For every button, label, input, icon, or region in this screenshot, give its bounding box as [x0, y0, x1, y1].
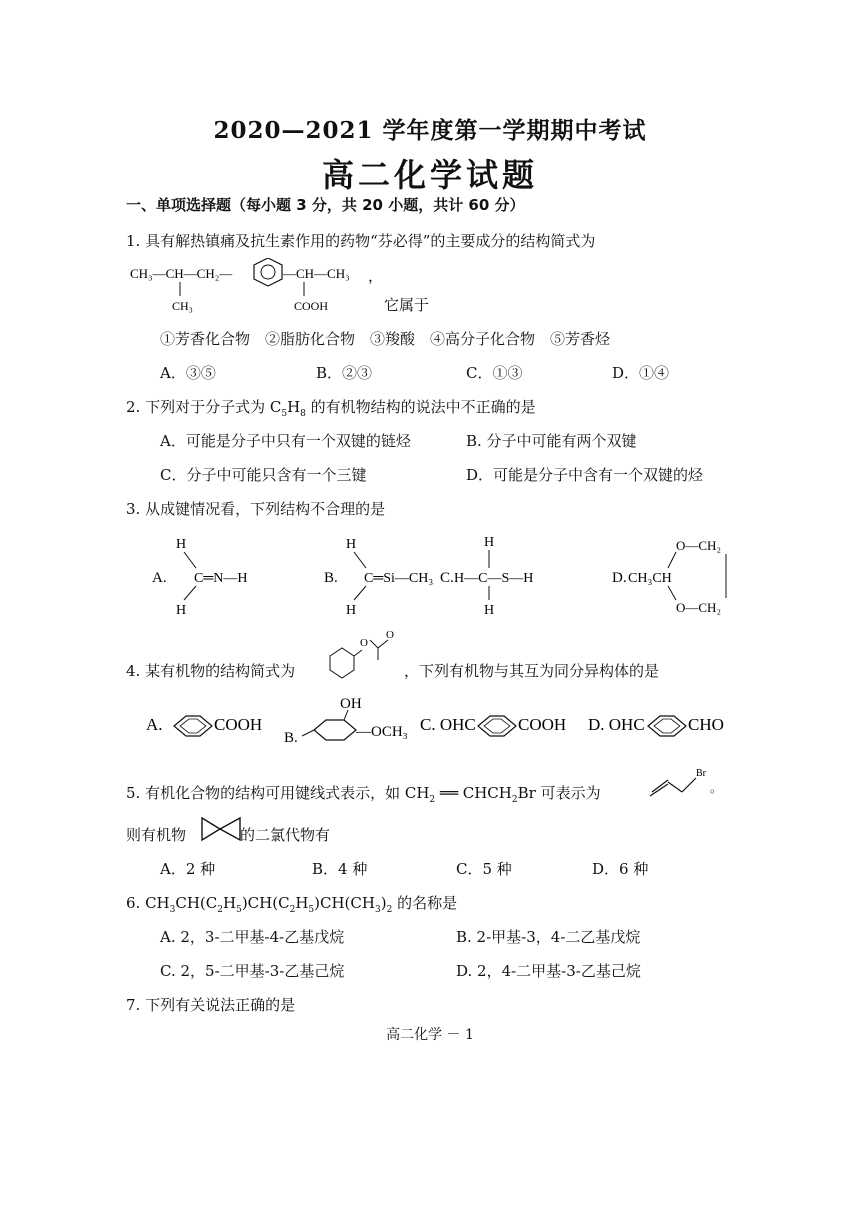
q6-option-a: A. 2，3-二甲基-4-乙基戊烷: [160, 928, 345, 946]
q4-ester-o: O: [360, 637, 368, 649]
q1-option-d: D．①④: [612, 364, 670, 382]
q3-a-h-bottom: H: [176, 603, 187, 618]
exam-subtitle: 高二化学试题: [321, 156, 538, 194]
q3-structures: [150, 530, 740, 620]
q5-option-b: B．4 种: [312, 860, 368, 878]
q3-stem: 3. 从成键情况看，下列结构不合理的是: [126, 500, 386, 518]
q5-line2-post: 的二氯代物有: [240, 826, 331, 844]
section-heading: 一、单项选择题（每小题 3 分，共 20 小题，共计 60 分）: [126, 196, 525, 214]
q5-option-c: C．5 种: [456, 860, 512, 878]
q1-structure: [128, 258, 408, 318]
q1-chain-right: —CH—CH₃: [283, 266, 350, 281]
q6-stem: 6. $CH_3CH(C_2H_5)CH(C_2H_5)CH(CH_3)_2$ 的名称是: [126, 894, 458, 915]
q2-option-c: C．分子中可能只含有一个三键: [160, 466, 367, 484]
q4-a-label: A.: [146, 715, 163, 734]
q3-c-h-bottom: H: [484, 603, 495, 618]
q1-choices: ①芳香化合物 ②脂肪化合物 ③羧酸 ④高分子化合物 ⑤芳香烃: [160, 330, 611, 348]
q1-option-c: C．①③: [466, 364, 523, 382]
q3-c-h-top: H: [484, 535, 495, 550]
q3-b-label: B.: [324, 570, 338, 586]
q3-d-o-top: O—CH₂: [676, 538, 721, 553]
q4-d-label: D. OHC: [588, 715, 645, 734]
q2-option-b: B. 分子中可能有两个双键: [466, 432, 637, 450]
q6-option-c: C. 2，5-二甲基-3-乙基己烷: [160, 962, 345, 980]
q4-b-label: B.: [284, 730, 298, 746]
q5-br-label: Br: [696, 768, 706, 779]
q5-period: 。: [710, 781, 723, 795]
q4-a-group: COOH: [214, 715, 263, 734]
q7-stem: 7. 下列有关说法正确的是: [126, 996, 296, 1014]
q1-option-a: A．③⑤: [160, 364, 216, 382]
q1-sub-carboxyl: COOH: [294, 299, 329, 313]
q4-b-oh: OH: [340, 696, 362, 712]
q4-stem-post: ，下列有机物与其互为同分异构体的是: [404, 662, 660, 680]
q3-a-label: A.: [152, 570, 167, 586]
q6-option-d: D. 2，4-二甲基-3-乙基己烷: [456, 962, 641, 980]
q4-d-group: CHO: [688, 715, 724, 734]
q6-option-b: B. 2-甲基-3，4-二乙基戊烷: [456, 928, 641, 946]
q5-spiro-structure: [200, 814, 242, 844]
q3-d-main: CH₃CH: [628, 571, 672, 586]
q5-line2-pre: 则有机物: [126, 826, 187, 844]
q4-stem-pre: 4. 某有机物的结构简式为: [126, 662, 296, 680]
exam-title: 2020—2021 学年度第一学期期中考试: [213, 117, 647, 144]
q1-sub-methyl: CH₃: [172, 299, 193, 313]
q1-formula-tail: ，: [368, 267, 384, 285]
q5-stem: 5. 有机化合物的结构可用键线式表示，如 $CH_2$ ══ $CHCH_2Br$ 可表示为: [126, 784, 601, 805]
q3-a-h-top: H: [176, 537, 187, 552]
q1-chain-left: CH₃—CH—CH₂—: [130, 266, 233, 281]
q5-option-d: D．6 种: [592, 860, 649, 878]
q2-option-a: A．可能是分子中只有一个双键的链烃: [160, 432, 411, 450]
q3-b-main: C═Si—CH₃: [364, 571, 434, 586]
q3-d-label: D.: [612, 570, 627, 586]
q3-c-main: H—C—S—H: [454, 571, 534, 586]
q4-structure: [326, 626, 406, 680]
q4-c-label: C. OHC: [420, 715, 476, 734]
q3-d-o-bottom: O—CH₂: [676, 600, 721, 615]
page-footer: 高二化学 － 1: [386, 1027, 474, 1043]
q1-stem: 1. 具有解热镇痛及抗生素作用的药物“芬必得”的主要成分的结构简式为: [126, 232, 596, 250]
q3-a-main: C═N—H: [194, 571, 248, 586]
q3-b-h-bottom: H: [346, 603, 357, 618]
q4-c-group: COOH: [518, 715, 567, 734]
q4-b-group: —OCH₃: [356, 724, 408, 740]
q2-stem: 2. 下列对于分子式为 $C_5H_8$ 的有机物结构的说法中不正确的是: [126, 398, 536, 419]
q2-option-d: D．可能是分子中含有一个双键的烃: [466, 466, 704, 484]
q1-belongs: 它属于: [384, 296, 430, 314]
q3-c-label: C.: [440, 570, 454, 586]
q4-carbonyl-o: O: [386, 629, 394, 641]
q3-b-h-top: H: [346, 537, 357, 552]
q1-option-b: B．②③: [316, 364, 373, 382]
q5-option-a: A．2 种: [160, 860, 216, 878]
q5-allyl-bromide-structure: [646, 762, 726, 802]
q4-options: [144, 690, 744, 754]
